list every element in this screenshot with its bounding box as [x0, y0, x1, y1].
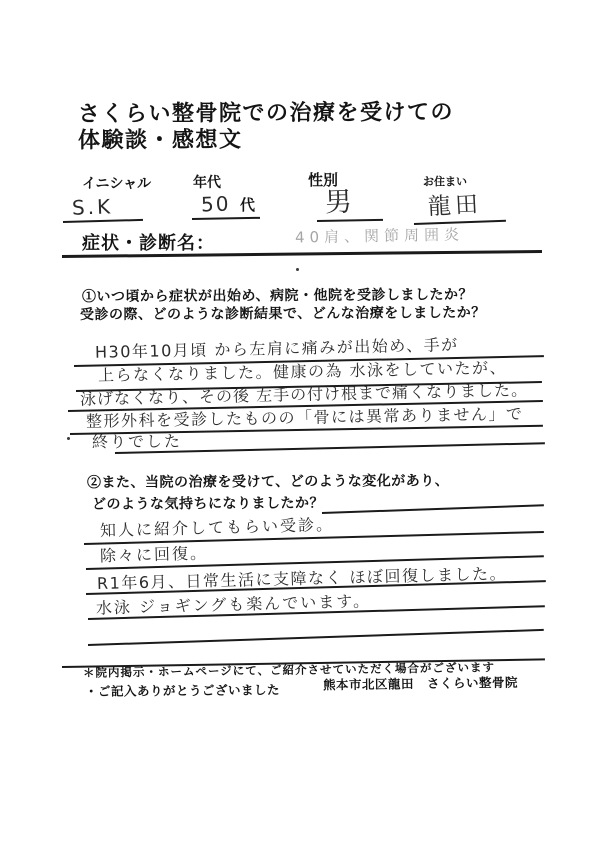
- question2-answer-line: 水泳 ジョギングも楽んでいます。: [95, 591, 372, 618]
- footer-clinic-name: 熊本市北区龍田 さくらい整骨院: [322, 675, 519, 693]
- footer-note1: ＊院内掲示・ホームページにて、ご紹介させていただく場合がございます: [82, 662, 496, 680]
- question2-answer-line: 除々に回復。: [99, 543, 209, 566]
- question1-answer-line: 上らなくなりました。健康の為 水泳をしていたが、: [97, 358, 508, 385]
- question1-answer-line: 整形外科を受診したものの「骨には異常ありません」で: [85, 404, 524, 431]
- field-value-age: 50: [200, 191, 231, 217]
- ink-speck: [67, 437, 70, 440]
- field-label-age: 年代: [193, 174, 221, 190]
- field-label-residence: お住まい: [423, 176, 467, 188]
- question2-answer-line: R1年6月、日常生活に支障なく ほぼ回復しました。: [96, 563, 508, 594]
- form-title-line1: さくらい整骨院での治療を受けての: [77, 99, 455, 126]
- answer-rule: [88, 629, 544, 646]
- question1-prompt-line1: ①いつ頃から症状が出始め、病院・他院を受診しましたか？: [81, 285, 473, 305]
- underline-age: [192, 217, 260, 220]
- question2-prompt-line2: どのような気持ちになりましたか？: [91, 494, 325, 512]
- question2-prompt-line1: ②また、当院の治療を受けて、どのような変化があり、: [86, 472, 450, 490]
- ink-speck: [296, 268, 299, 271]
- field-value-initial: S.K: [71, 194, 114, 220]
- answer-rule: [322, 504, 544, 514]
- footer-note2: ・ご記入ありがとうございました: [84, 683, 281, 699]
- question1-answer-line: H30年10月頃 から左肩に痛みが出始め、手が: [94, 335, 459, 362]
- question1-prompt-line2: 受診の際、どのような診断結果で、どんな治療をしましたか？: [79, 303, 486, 323]
- field-value-gender: 男: [324, 186, 353, 219]
- field-value-residence: 龍田: [427, 191, 483, 221]
- field-label-initial: イニシャル: [82, 175, 152, 191]
- form-title-line2: 体験談・感想文: [77, 126, 243, 153]
- field-age-suffix: 代: [240, 197, 256, 214]
- diagnosis-value: 40肩、関節周囲炎: [294, 225, 465, 247]
- question2-answer-line: 知人に紹介してもらい受診。: [99, 514, 335, 541]
- field-label-gender: 性別: [308, 172, 339, 189]
- diagnosis-label: 症状・診断名：: [82, 233, 215, 253]
- question1-answer-line: 泳げなくなり、その後 左手の付け根まで痛くなりました。: [79, 380, 529, 409]
- question1-answer-line: 終りでした: [91, 431, 183, 452]
- underline-gender: [317, 219, 383, 222]
